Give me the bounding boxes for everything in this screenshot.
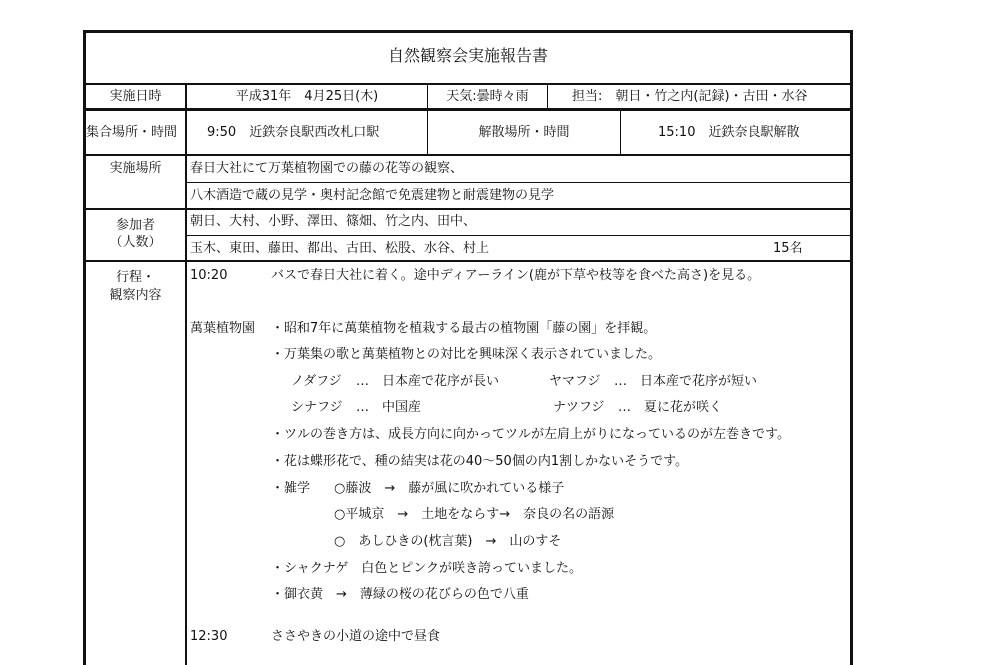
label-date: 実施日時 [109, 89, 162, 104]
trivia-item: ○藤波 → 藤が風に吹かれている様子 [334, 481, 565, 496]
fuji-name: ナツフジ [553, 400, 605, 415]
meeting-value: 9:50 近鉄奈良駅西改札口駅 [207, 125, 380, 140]
note-line: ・花は蝶形花で、種の結実は花の40～50個の内1割しかないそうです。 [271, 454, 689, 469]
entry-time: 萬葉植物園 [190, 321, 256, 336]
sep-weather-staff [547, 85, 548, 109]
label-headcount: （人数） [109, 235, 162, 250]
participants-line-1: 朝日、大村、小野、澤田、篠畑、竹之内、田中、 [190, 214, 477, 229]
fuji-desc: … 夏に花が咲く [618, 400, 723, 415]
fuji-name: ヤマフジ [549, 374, 601, 389]
trivia-label: ・雑学 [271, 481, 311, 496]
entry-text: ささやきの小道の途中で昼食 [271, 629, 441, 644]
entry-text: バスで春日大社に着く。途中ディアーライン(鹿が下草や枝等を食べた高さ)を見る。 [271, 268, 761, 283]
date-value: 平成31年 4月25日(木) [235, 89, 379, 104]
staff-value: 担当: 朝日・竹之内(記録)・古田・水谷 [572, 89, 808, 104]
entry-time: 12:30 [190, 629, 228, 644]
rule-part-bottom [83, 260, 853, 262]
entry-text: ・万葉集の歌と萬葉植物との対比を興味深く表示されていました。 [271, 347, 662, 362]
label-participants: 参加者 [115, 218, 155, 233]
label-divider [185, 84, 187, 665]
label-observation: 観察内容 [109, 288, 162, 303]
rule-meet-bottom [83, 154, 853, 156]
place-line-1: 春日大社にて万葉植物園での藤の花等の観察、 [190, 161, 464, 176]
fuji-desc: … 日本産で花序が短い [614, 374, 758, 389]
participant-count: 15名 [773, 241, 803, 256]
rule-title-bottom [83, 83, 853, 85]
label-dismiss: 解散場所・時間 [478, 125, 570, 140]
note-line: ・シャクナゲ 白色とピンクが咲き誇っていました。 [271, 561, 582, 576]
dismiss-value: 15:10 近鉄奈良駅解散 [658, 125, 800, 140]
fuji-desc: … 中国産 [356, 400, 422, 415]
trivia-item: ○平城京 → 土地をならす→ 奈良の名の語源 [334, 507, 615, 522]
sep-dismiss-time [620, 110, 621, 155]
fuji-name: ノダフジ [291, 374, 342, 389]
rule-place-mid [186, 182, 853, 183]
trivia-item: ○ あしひきの(枕言葉) → 山のすそ [334, 534, 562, 549]
note-line: ・御衣黄 → 薄緑の桜の花びらの色で八重 [271, 587, 529, 602]
report-title: 自然観察会実施報告書 [387, 46, 548, 65]
label-place: 実施場所 [109, 161, 162, 176]
weather-value: 天気:曇時々雨 [446, 89, 529, 104]
frame-right [850, 30, 853, 665]
frame-top [83, 30, 853, 33]
note-line: ・ツルの巻き方は、成長方向に向かってツルが左肩上がりになっているのが左巻きです。 [271, 427, 790, 442]
entry-text: ・昭和7年に萬葉植物を植栽する最古の植物園「藤の園」を拝観。 [271, 321, 657, 336]
entry-time: 10:20 [190, 268, 228, 283]
fuji-name: シナフジ [291, 400, 343, 415]
participants-line-2: 玉木、東田、藤田、都出、古田、松股、水谷、村上 [190, 241, 490, 256]
rule-part-mid [186, 235, 853, 236]
label-meeting: 集合場所・時間 [86, 125, 178, 140]
rule-place-bottom [83, 208, 853, 210]
label-itinerary: 行程・ [115, 270, 155, 285]
rule-date-bottom [83, 108, 853, 111]
place-line-2: 八木酒造で蔵の見学・奥村記念館で免震建物と耐震建物の見学 [190, 188, 555, 203]
fuji-desc: … 日本産で花序が長い [356, 374, 500, 389]
